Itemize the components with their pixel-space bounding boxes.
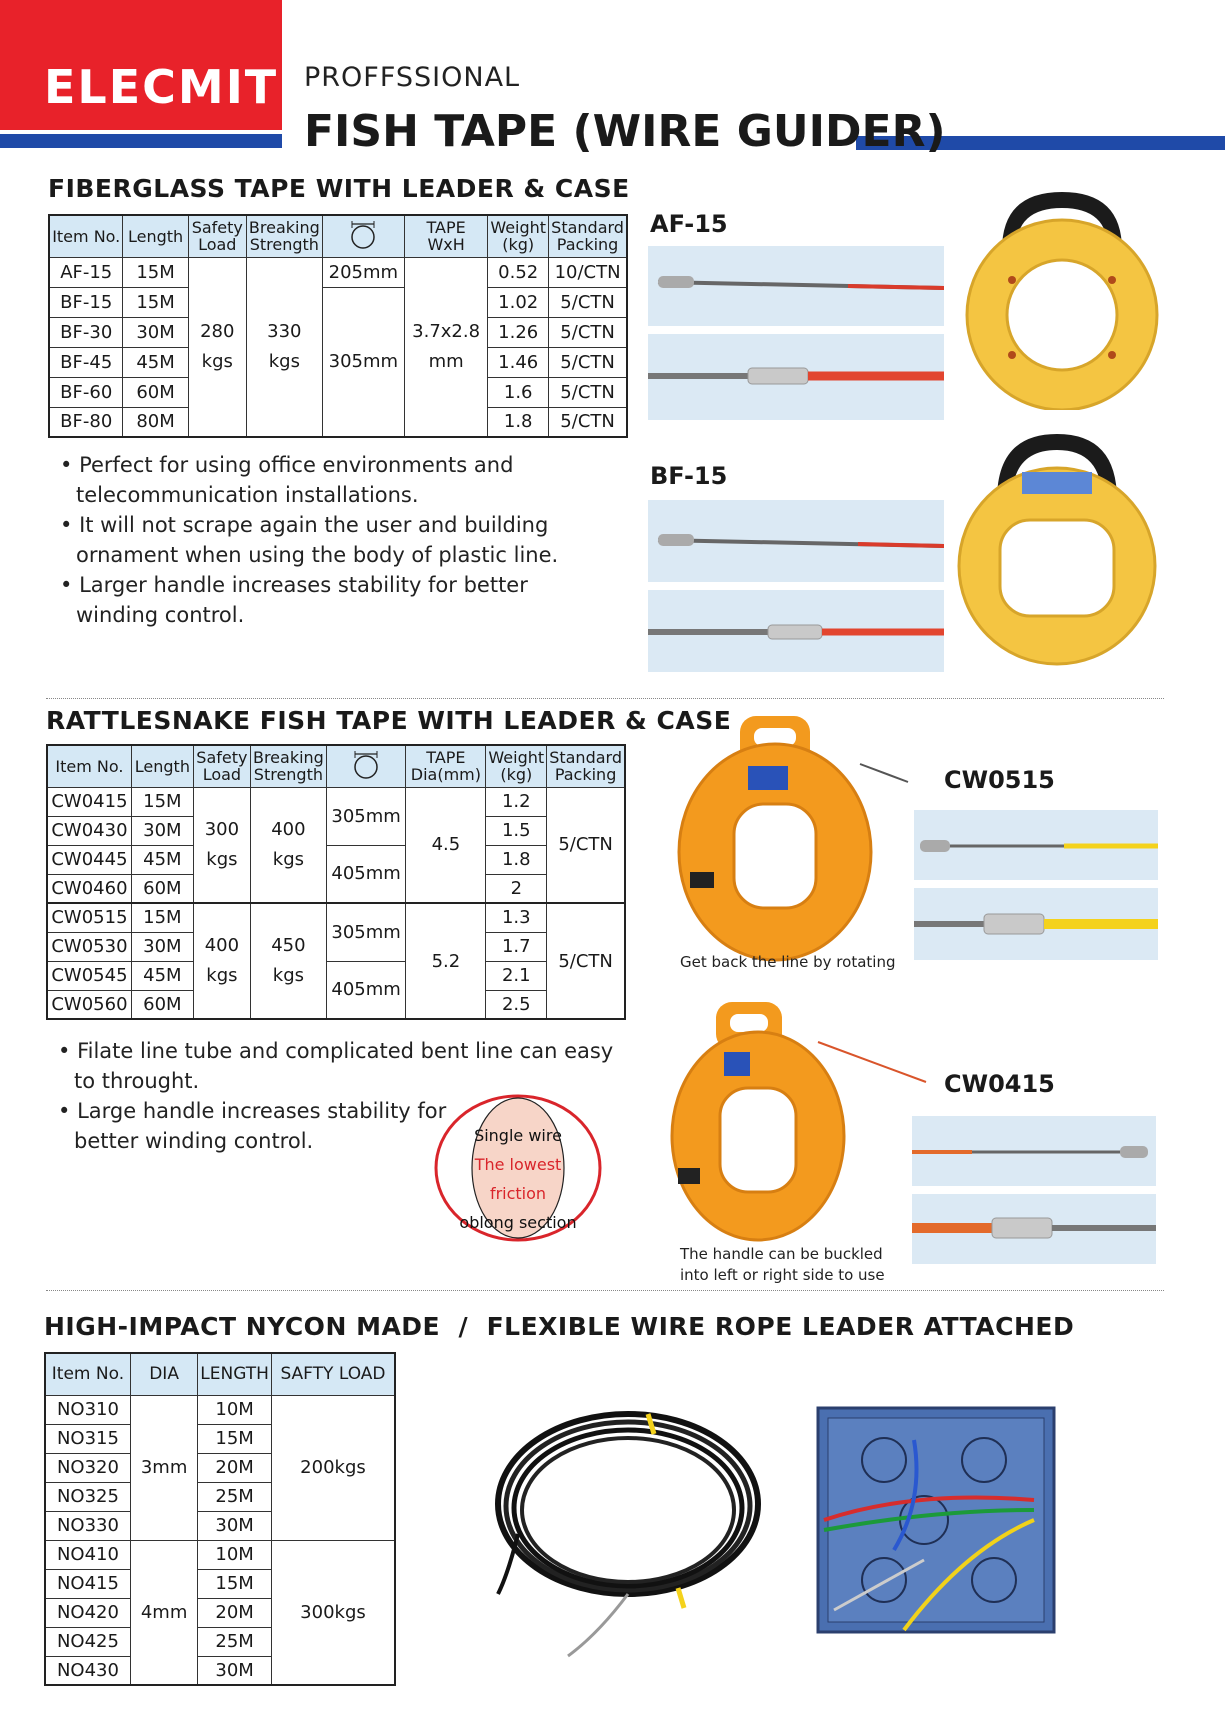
brand-logo: ELECMIT <box>44 60 279 114</box>
section-divider <box>46 698 1164 699</box>
col-tape: TAPE WxH <box>404 215 487 257</box>
model-label-bf15: BF-15 <box>650 462 728 490</box>
table-row: NO315 15M <box>45 1424 395 1453</box>
leader-wire-image <box>648 500 944 582</box>
caption-rotate: Get back the line by rotating <box>680 953 896 971</box>
col-diameter <box>322 215 404 257</box>
section-divider <box>46 1290 1164 1291</box>
table-row: BF-15 15M 305mm 1.02 5/CTN <box>49 287 627 317</box>
table-row: CW0545 45M 405mm 2.1 <box>47 961 625 990</box>
product-photo-cw0515-leader <box>914 810 1158 880</box>
table-row: NO415 15M <box>45 1569 395 1598</box>
rattlesnake-spec-table: Item No. Length Safety Load Breaking Strength TAPE Dia(mm) Weight (kg) Standard Packing CW0415 15M 300 kgs 400 kgs 305mm 4.5 1.2 5/CTN CW0430 30M 1.5 CW0445 45M 405mm 1.8 CW0460 60M 2 CW0515 15M 400 kgs 450 kgs 305mm 5.2 1.3 5/CTN CW0530 30M 1.7 CW0545 45M 405mm 2.1 CW0560 60M 2.5 <box>46 744 626 1020</box>
coiled-cable <box>478 1394 768 1664</box>
table-row: BF-45 45M 1.46 5/CTN <box>49 347 627 377</box>
product-photo-cw0415-leader <box>912 1116 1156 1186</box>
nycon-section-title: HIGH-IMPACT NYCON MADE / FLEXIBLE WIRE ROPE LEADER ATTACHED <box>44 1312 1075 1341</box>
table-row: NO420 20M <box>45 1598 395 1627</box>
fiberglass-section-title: FIBERGLASS TAPE WITH LEADER & CASE <box>48 174 630 203</box>
badge-line-4: oblong section <box>459 1213 577 1232</box>
table-row: NO325 25M <box>45 1482 395 1511</box>
bullet-item: • Larger handle increases stability for better winding control. <box>60 573 528 627</box>
feature-badge <box>432 1092 604 1244</box>
col-item: Item No. <box>49 215 123 257</box>
col-weight: Weight (kg) <box>488 215 549 257</box>
junction-box-image <box>814 1400 1074 1636</box>
table-row: CW0430 30M 1.5 <box>47 816 625 845</box>
product-photo-cw0515-joint <box>914 888 1158 960</box>
leader-wire-image <box>912 1116 1156 1186</box>
product-photo-bf15-leader <box>648 500 944 582</box>
model-label-cw0415: CW0415 <box>944 1070 1055 1098</box>
table-row: CW0530 30M 1.7 <box>47 932 625 961</box>
col-breaking: Breaking Strength <box>246 215 322 257</box>
reel-af15 <box>962 190 1162 410</box>
table-row: NO430 30M <box>45 1656 395 1685</box>
reel-bf15 <box>952 430 1162 666</box>
reel-cw0515 <box>670 712 910 962</box>
bullet-item: • Filate line tube and complicated bent line can easy to throught. <box>58 1039 614 1093</box>
pre-title: PROFFSSIONAL <box>304 62 521 93</box>
table-row: NO330 30M <box>45 1511 395 1540</box>
table-row: CW0415 15M 300 kgs 400 kgs 305mm 4.5 1.2 5/CTN <box>47 787 625 816</box>
table-row: NO310 3mm 10M 200kgs <box>45 1395 395 1424</box>
model-label-cw0515: CW0515 <box>944 766 1055 794</box>
reel-bf15-image <box>952 430 1162 666</box>
reel-cw0415 <box>668 998 928 1244</box>
rattlesnake-section-title: RATTLESNAKE FISH TAPE WITH LEADER & CASE <box>46 706 732 735</box>
bullet-item: • Perfect for using office environments and telecommunication installations. <box>60 453 514 507</box>
page-title: FISH TAPE (WIRE GUIDER) <box>304 106 946 157</box>
badge-line-1: Single wire <box>474 1126 562 1145</box>
product-photo-cw0415-joint <box>912 1194 1156 1264</box>
table-row: BF-80 80M 1.8 5/CTN <box>49 407 627 437</box>
caption-handle: The handle can be buckled into left or right side to use <box>680 1245 885 1284</box>
joint-image <box>914 888 1158 960</box>
bullet-item: • Large handle increases stability for better winding control. <box>58 1099 447 1153</box>
model-label-af15: AF-15 <box>650 210 728 238</box>
table-row: NO410 4mm 10M 300kgs <box>45 1540 395 1569</box>
joint-image <box>648 590 944 672</box>
badge-line-2: The lowest <box>474 1155 562 1174</box>
product-photo-af15-leader <box>648 246 944 326</box>
badge-line-3: friction <box>489 1184 547 1203</box>
nycon-spec-table: Item No. DIA LENGTH SAFTY LOAD NO310 3mm 10M 200kgs NO315 15M NO320 20M NO325 25M NO330 30M NO410 4mm 10M 300kgs NO415 15M NO420 20M NO425 25M NO430 30M <box>44 1352 396 1686</box>
diameter-icon <box>348 220 378 250</box>
col-packing: Standard Packing <box>549 215 627 257</box>
reel-af15-image <box>962 190 1162 410</box>
bullet-item: • It will not scrape again the user and building ornament when using the body of plastic line. <box>60 513 559 567</box>
col-safety: Safety Load <box>188 215 246 257</box>
table-row: CW0460 60M 2 <box>47 874 625 903</box>
table-row: NO425 25M <box>45 1627 395 1656</box>
coiled-cable-image <box>478 1394 768 1664</box>
table-row: CW0560 60M 2.5 <box>47 990 625 1019</box>
header-bar-left <box>0 134 282 148</box>
leader-wire-image <box>914 810 1158 880</box>
table-row: BF-30 30M 1.26 5/CTN <box>49 317 627 347</box>
reel-cw0415-image <box>668 998 928 1244</box>
table-row: CW0445 45M 405mm 1.8 <box>47 845 625 874</box>
col-length: Length <box>123 215 188 257</box>
junction-box <box>814 1400 1074 1636</box>
diameter-icon <box>351 750 381 780</box>
fiberglass-bullets <box>52 450 592 630</box>
product-photo-bf15-joint <box>648 590 944 672</box>
leader-wire-image <box>648 246 944 326</box>
reel-cw0515-image <box>670 712 910 962</box>
joint-image <box>648 334 944 420</box>
joint-image <box>912 1194 1156 1264</box>
table-row: CW0515 15M 400 kgs 450 kgs 305mm 5.2 1.3 5/CTN <box>47 903 625 932</box>
product-photo-af15-joint <box>648 334 944 420</box>
table-row: BF-60 60M 1.6 5/CTN <box>49 377 627 407</box>
table-row: NO320 20M <box>45 1453 395 1482</box>
table-row: AF-15 15M 280 kgs 330 kgs 205mm 3.7x2.8 mm 0.52 10/CTN <box>49 257 627 287</box>
fiberglass-spec-table <box>48 214 628 438</box>
